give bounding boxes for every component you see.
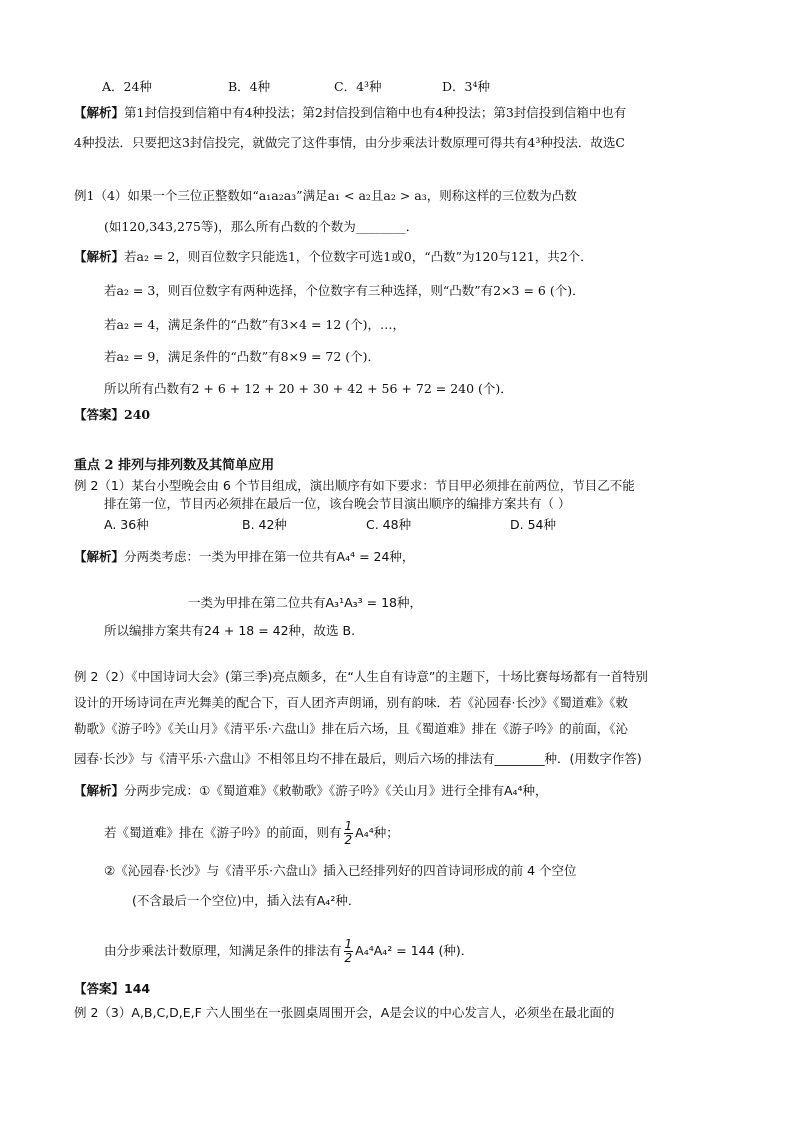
ex2-2-analysis-line2: 若《蜀道难》排在《游子吟》的前面，则有 $\frac{1}{2}$ A₄⁴种； — [104, 819, 399, 847]
option-c: C．4³种 — [334, 79, 382, 94]
ex2-1-option-c: C. 48种 — [366, 517, 412, 532]
ex2-1-analysis-line3: 所以编排方案共有24 + 18 = 42种，故选 B. — [104, 623, 356, 638]
ex2-2-analysis-line3: ②《沁园春·长沙》与《清平乐·六盘山》插入已经排列好的四首诗词形成的前 4 个空位 — [104, 863, 577, 878]
ex2-2-answer: 【答案】144 — [74, 981, 151, 996]
ex2-2-question-line4: 园春·长沙》与《清平乐·六盘山》不相邻且均不排在最后，则后六场的排法有________种．(用数字作答) — [74, 751, 642, 766]
fraction-half: $\frac{1}{2}$ — [344, 819, 353, 847]
analysis-tag: 【解析】 — [74, 783, 125, 798]
ex2-1-analysis-line2: 一类为甲排在第二位共有A₃¹A₃³ = 18种， — [188, 595, 422, 610]
ex2-2-question-line2: 设计的开场诗词在声光舞美的配合下，百人团齐声朗诵，别有韵味．若《沁园春·长沙》《蜀道难》《敕 — [74, 695, 628, 710]
ex1-4-analysis-line3: 若a₂ = 4，满足条件的“凸数”有3×4 = 12 (个)，…， — [104, 317, 406, 332]
ex1-4-analysis-line2: 若a₂ = 3，则百位数字有两种选择，个位数字有三种选择，则“凸数”有2×3 = 6 (个)． — [104, 283, 585, 298]
ex2-2-analysis-line4: (不含最后一个空位)中，插入法有A₄²种． — [132, 893, 361, 908]
analysis-tag: 【解析】 — [74, 105, 125, 120]
ex2-2-analysis-line1: 【解析】分两步完成：①《蜀道难》《敕勒歌》《游子吟》《关山月》进行全排有A₄⁴种， — [74, 783, 548, 798]
ex1-4-analysis-line1: 【解析】若a₂ = 2，则百位数字只能选1，个位数字可选1或0，“凸数”为120与121，共2个． — [74, 249, 593, 264]
ex2-2-question-line1: 例 2（2）《中国诗词大会》(第三季)亮点颇多，在“人生自有诗意”的主题下，十场比赛每场都有一首特别 — [74, 669, 648, 684]
ex2-1-question-line2: 排在第一位，节目丙必须排在最后一位，该台晚会节目演出顺序的编排方案共有（ ） — [104, 496, 571, 511]
ex1-4-analysis-line5: 所以所有凸数有2 + 6 + 12 + 20 + 30 + 42 + 56 + 72 = 240 (个)． — [104, 381, 513, 396]
ex1-4-question-line1: 例1（4）如果一个三位正整数如“a₁a₂a₃”满足a₁ < a₂且a₂ > a₃，则称这样的三位数为凸数 — [74, 188, 577, 203]
ex2-2-analysis-line5: 由分步乘法计数原理，知满足条件的排法有 $\frac{1}{2}$ A₄⁴A₄² = 144 (种)． — [104, 937, 474, 965]
ex2-1-option-b: B. 42种 — [242, 517, 287, 532]
ex2-1-option-d: D. 54种 — [510, 517, 556, 532]
analysis-tag: 【解析】 — [74, 249, 125, 264]
ex1-4-question-line2: (如120,343,275等)，那么所有凸数的个数为________． — [104, 219, 419, 234]
ex2-1-analysis-line1: 【解析】分两类考虑：一类为甲排在第一位共有A₄⁴ = 24种， — [74, 549, 415, 564]
section-heading: 重点 2 排列与排列数及其简单应用 — [74, 458, 275, 473]
analysis-tag: 【解析】 — [74, 549, 125, 564]
option-b: B．4种 — [228, 79, 271, 94]
ex1-4-answer: 【答案】240 — [74, 407, 151, 422]
ex2-2-question-line3: 勒歌》《游子吟》《关山月》《清平乐·六盘山》排在后六场，且《蜀道难》排在《游子吟》的前面，《沁 — [74, 721, 628, 736]
ex1-4-analysis-line4: 若a₂ = 9，满足条件的“凸数”有8×9 = 72 (个)． — [104, 349, 381, 364]
fraction-half: $\frac{1}{2}$ — [344, 937, 353, 965]
ex1-analysis-line2: 4种投法．只要把这3封信投完，就做完了这件事情，由分步乘法计数原理可得共有4³种投法．故选C — [74, 135, 625, 150]
ex2-3-question-line1: 例 2（3）A,B,C,D,E,F 六人围坐在一张圆桌周围开会，A是会议的中心发言人，必须坐在最北面的 — [74, 1005, 615, 1020]
option-d: D．3⁴种 — [442, 79, 490, 94]
ex2-1-question-line1: 例 2（1）某台小型晚会由 6 个节目组成，演出顺序有如下要求：节目甲必须排在前两位，节目乙不能 — [74, 478, 635, 493]
option-a: A．24种 — [102, 79, 152, 94]
ex2-1-option-a: A. 36种 — [104, 517, 149, 532]
ex1-analysis-line1: 【解析】第1封信投到信箱中有4种投法；第2封信投到信箱中也有4种投法；第3封信投到信箱中也有 — [74, 105, 627, 120]
